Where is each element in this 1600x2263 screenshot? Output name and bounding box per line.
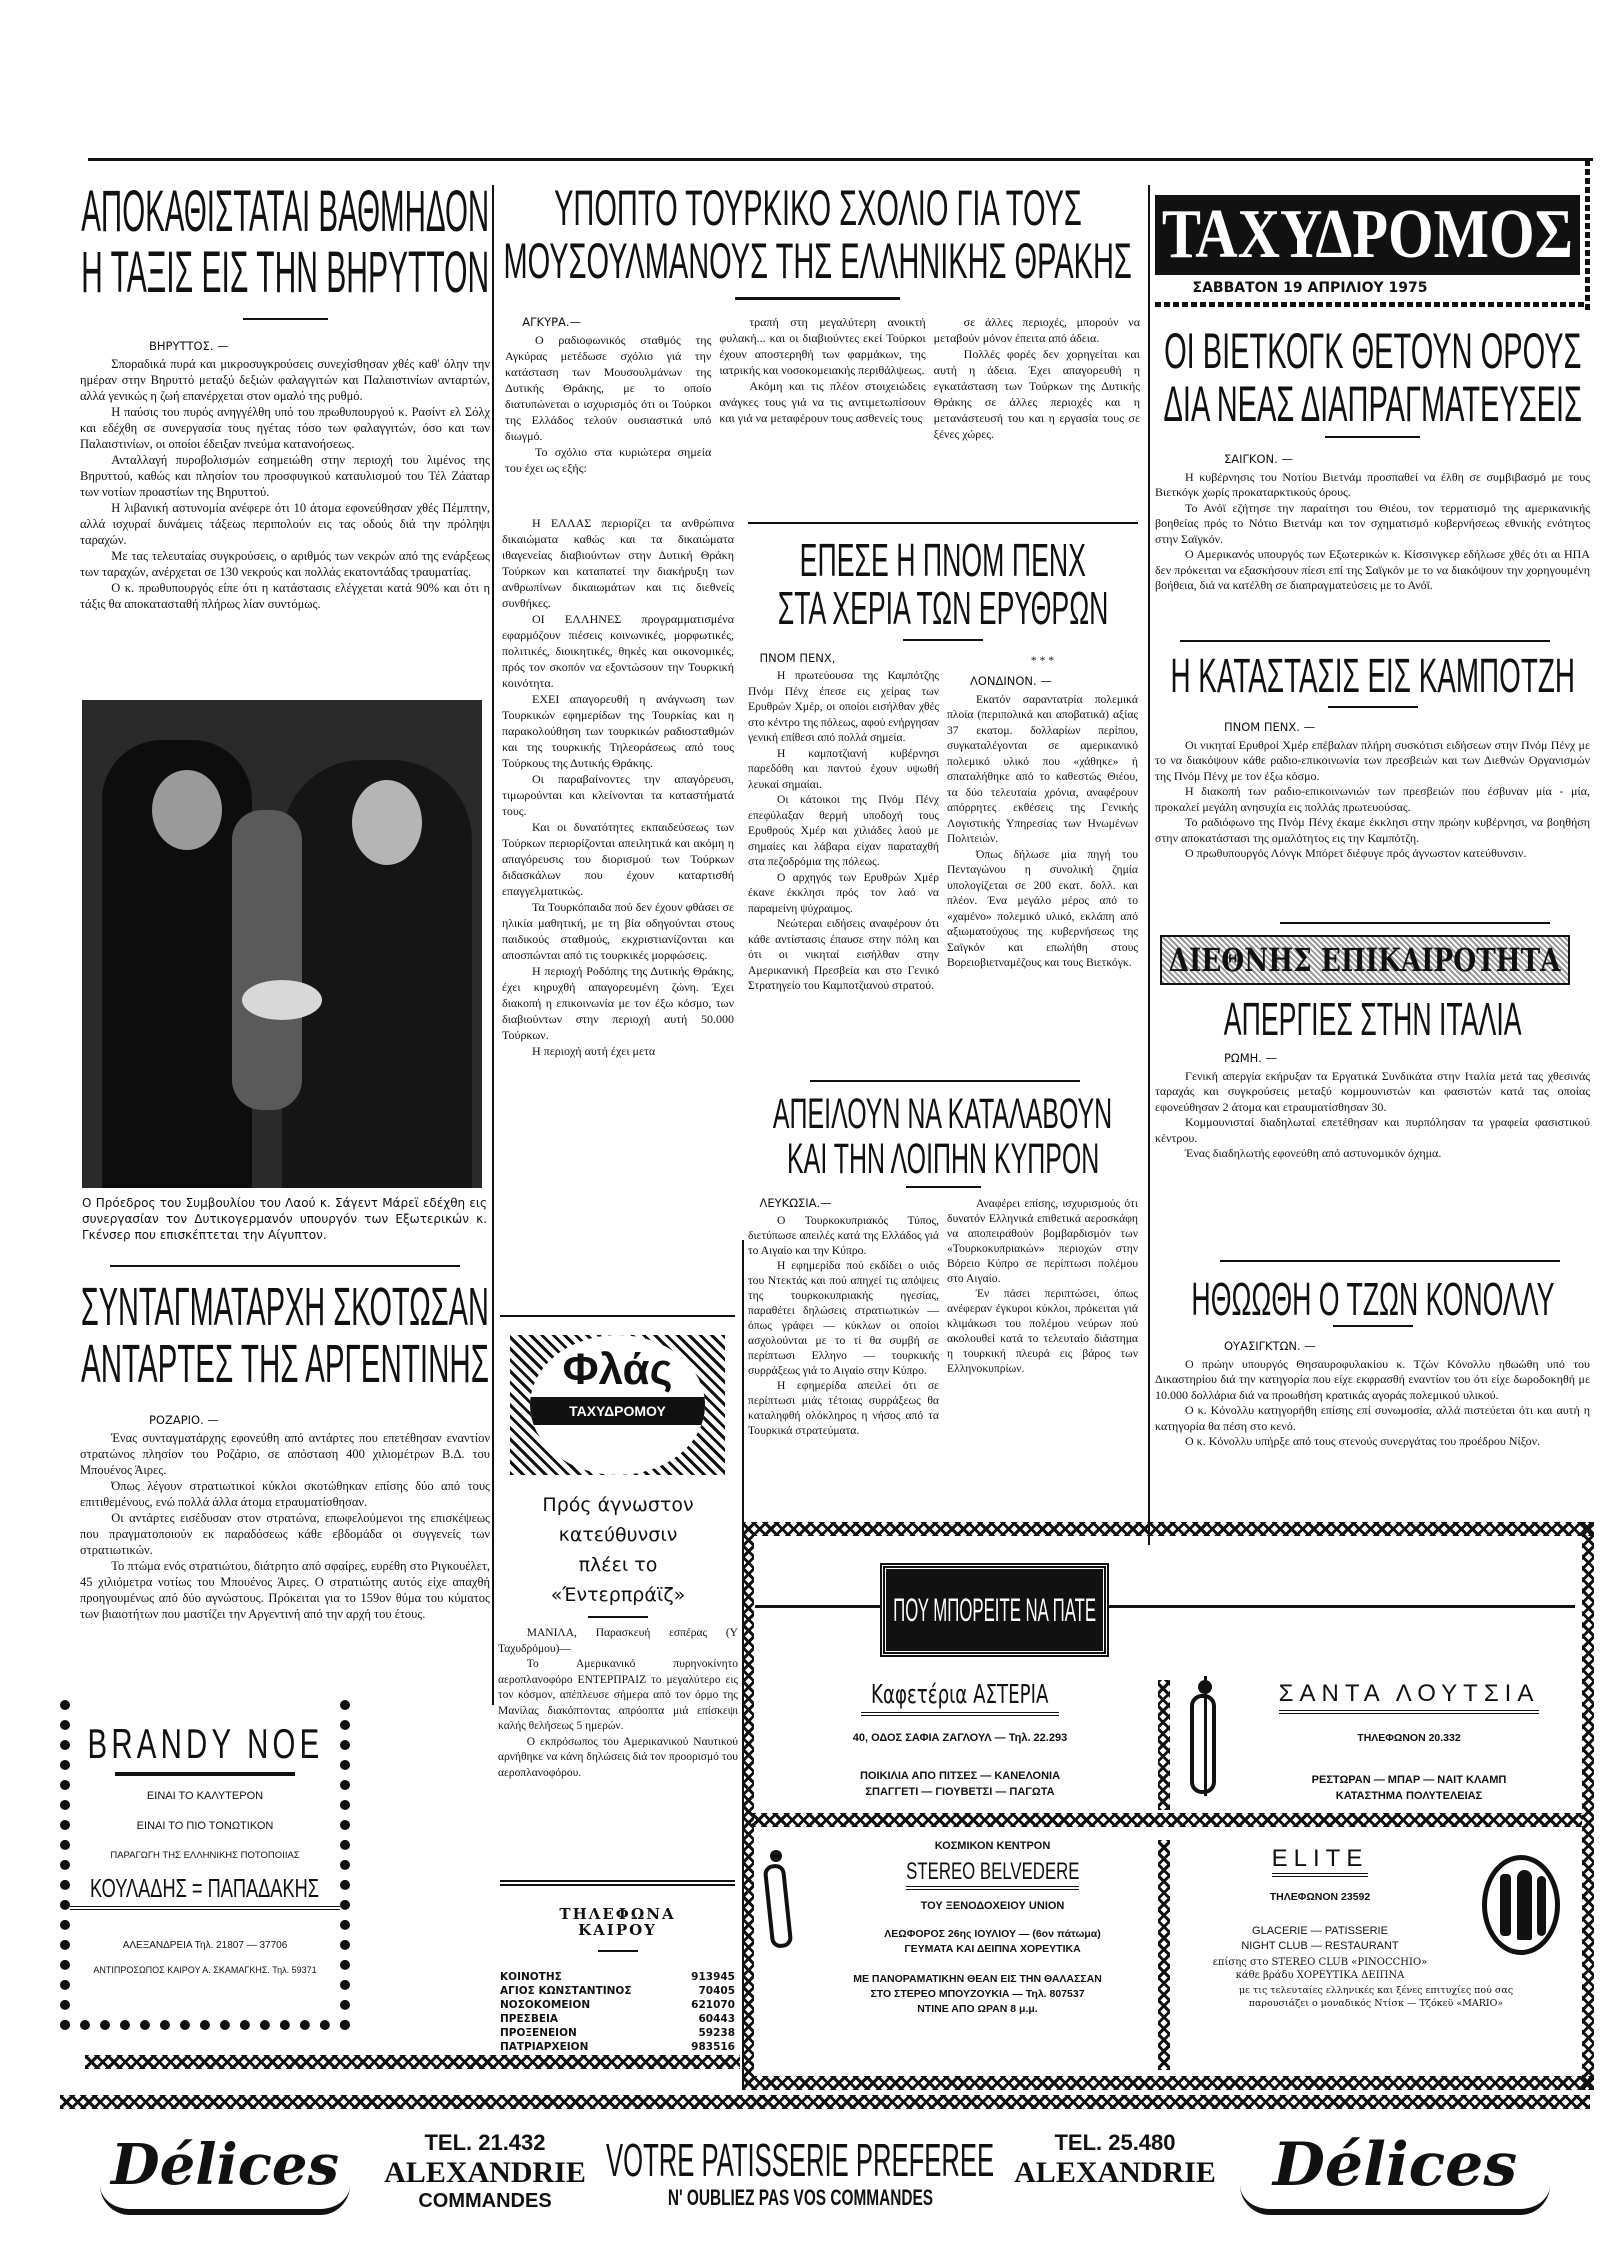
headline: [1155, 1275, 1590, 1323]
paragraph: Όπως λέγουν στρατιωτικοί κύκλοι σκοτώθηκαν επίσης δύο από τους επιτιθεμένους, ενώ πολλά άλλα άτομα ετραυματίσθησαν.: [80, 1479, 490, 1510]
phone: TEL. 21.432: [424, 2130, 546, 2155]
venue-text: κάθε βράδυ ΧΟΡΕΥΤΙΚΑ ΔΕΙΠΝΑ: [1235, 1970, 1405, 1981]
article-cyprus: [748, 1092, 1138, 1438]
headline-line: ΑΝΤΑΡΤΕΣ ΤΗΣ ΑΡΓΕΝΤΙΝΗΣ: [80, 1333, 489, 1394]
headline-line: ΑΠΕΡΓΙΕΣ ΣΤΗΝ ΙΤΑΛΙΑ: [1223, 993, 1522, 1045]
paragraph: Οι κάτοικοι της Πνόμ Πένχ επεφύλαξαν θερμή υποδοχή τους Ερυθρούς Χμέρ και χιλιάδες λαού με σημαίες και λάβαρα είχαν παραταχθή στα πεζοδρόμια της πόλεως.: [748, 793, 939, 869]
paragraphs: [748, 668, 939, 994]
dateline: ΛΟΝΔΙΝΟΝ. —: [970, 674, 1052, 689]
paragraph: Ακόμη και τις πλέον στοιχειώδεις ανάγκες τους γιά να τις αντιμετωπίσουν και γιά να μεταφέρουν τους ασθενείς τους: [719, 379, 926, 425]
paragraph: Ο κ. Κόνολλυ κατηγορήθη επίσης επί συνωμοσία, αλλά πιστεύεται ότι και αυτή η κατηγορία θα πέση στο κενό.: [1155, 1403, 1590, 1433]
paragraphs: [1155, 738, 1590, 862]
article-enterprise: [498, 1490, 738, 1781]
paragraph: Με τας τελευταίας συγκρούσεις, ο αριθμός των νεκρών από της ενάρξεως των ταραχών, ανέρχεται σε 130 νεκρούς και πολλάς εκατοντάδας τραυματίας.: [80, 548, 490, 579]
logo-subtext: ΤΑΧΥΔΡΟΜΟΥ: [530, 1397, 705, 1425]
paragraphs: [80, 356, 490, 612]
ad-text: ΕΙΝΑΙ ΤΟ ΚΑΛΥΤΕΡΟΝ: [146, 1790, 264, 1802]
zigzag-border: [742, 1522, 754, 2090]
headline: [1155, 995, 1590, 1043]
headline-line: ΜΟΥΣΟΥΛΜΑΝΟΥΣ ΤΗΣ ΕΛΛΗΝΙΚΗΣ ΘΡΑΚΗΣ: [503, 232, 1132, 289]
photo-caption: Ο Πρόεδρος του Συμβουλίου του Λαού κ. Σάγεντ Μάρεϊ εδέχθη εις συνεργασίαν τον Δυτικογερμανόν υπουργόν των Εξωτερικών κ. Γκένσερ που επισκέπτεται την Αίγυπτον.: [82, 1196, 487, 1242]
zigzag-border: [85, 2055, 740, 2069]
phones-title: ΚΑΙΡΟΥ: [578, 1921, 657, 1939]
phone-row: [500, 2026, 735, 2040]
divider: [598, 1950, 638, 1952]
phones-title: ΤΗΛΕΦΩΝΑ: [559, 1905, 676, 1923]
headline: [1155, 652, 1590, 702]
headline-line: ΣΥΝΤΑΓΜΑΤΑΡΧΗ ΣΚΟΤΩΣΑΝ: [80, 1277, 489, 1337]
paragraphs: [80, 1430, 490, 1622]
delices-logo: Délices: [100, 2125, 350, 2215]
ad-santa-lucia: [1238, 1680, 1580, 1802]
article-beirut: [80, 179, 490, 612]
paragraph: Πολλές φορές δεν χορηγείται και αυτή η άδεια. Έχει απαγορευθή η εγκατάσταση των Τούρκων της Δυτικής Θράκης σε άλλες περιοχές και η μετανάστευσή του και η εργασία τους σε ξένες χώρες.: [933, 347, 1140, 441]
where-to-go-banner: [882, 1565, 1107, 1655]
paragraph: Κομμουνισταί διαδηλωταί επετέθησαν και πυρπόλησαν τα γραφεία φασιστικού κέντρου.: [1155, 1115, 1590, 1145]
divider: [735, 297, 900, 300]
divider: [500, 1880, 735, 1886]
headline: [495, 182, 1140, 287]
headline: [80, 179, 490, 305]
paragraph: Η περιοχή Ροδόπης της Δυτικής Θράκης, έχει κηρυχθή απαγορευμένη ζώνη. Έχει διακοπή η επικοινωνία με τον έξω κόσμο, των διαβιούντων στην περιοχή αυτή 50.000 Τούρκων.: [502, 964, 734, 1042]
cairo-phones: [500, 1880, 735, 2054]
article-cambodia: [1155, 652, 1590, 862]
article-thrace: [495, 182, 1140, 476]
logo-text: Φλάς: [562, 1345, 673, 1394]
phone-row: [500, 2012, 735, 2026]
venue-name: ELITE: [1272, 1845, 1369, 1877]
dotted-rule: [1585, 160, 1590, 310]
phone-row: [500, 1984, 735, 1998]
paragraph: Ο κ. πρωθυπουργός είπε ότι η κατάστασις ελέγχεται κατά 90% και ότι η τάξις θα αποκατασταθή πλήρως λίαν συντόμως.: [80, 580, 490, 611]
dateline: ΣΑΙΓΚΟΝ. —: [1224, 452, 1293, 466]
headline-line: ΔΙΑ ΝΕΑΣ ΔΙΑΠΡΑΓΜΑΤΕΥΣΕΙΣ: [1163, 375, 1582, 432]
headline-line: Η ΚΑΤΑΣΤΑΣΙΣ ΕΙΣ ΚΑΜΠΟΤΖΗ: [1170, 650, 1575, 703]
headline: [748, 536, 1138, 633]
slogan: VOTRE PATISSERIE PREFEREE: [605, 2134, 994, 2186]
divider: [1328, 706, 1418, 708]
zigzag-border: [1158, 1840, 1170, 2070]
dancers-icon: [762, 1850, 798, 1950]
headline: [748, 1092, 1138, 1182]
headline: [498, 1490, 738, 1610]
column-divider: [492, 185, 494, 1705]
paragraph: Η εφημερίδα πού εκδίδει ο υιός του Ντεκτάς και πού απηχεί τις απόψεις της τουρκοκυπριακής ηγεσίας, παραθέτει δηλώσεις στρατιωτικών — όπως γράφει — κύκλων οι οποίοι ασχολούνται με το τί θα συμβή σε περίπτωσι Ελληνο — τουρκικής συρράξεως γιά το Αιγαίο στην Κύπρο.: [748, 1259, 939, 1378]
phone-row: [500, 1970, 735, 1984]
city: ALEXANDRIE: [1014, 2156, 1216, 2189]
phone-number: 913945: [691, 1971, 735, 1983]
phone-row: [500, 1998, 735, 2012]
city: ALEXANDRIE: [384, 2156, 586, 2189]
dateline: ΛΕΥΚΩΣΙΑ.—: [759, 1196, 832, 1211]
phone-number: 983516: [691, 2041, 735, 2053]
dateline: ΠΝΟΜ ΠΕΝΧ,: [759, 650, 836, 665]
paragraph: Ο Αμερικανός υπουργός των Εξωτερικών κ. Κίσσινγκερ εδήλωσε χθές ότι αι ΗΠΑ δεν πρόκειται να εξασκήσουν πίεσι επί της Σαϊγκόν με το να διακόψουν την χορηγουμένη βοήθεια, διά να κατέλθη σε διαπραγματεύσεις με το Ανόϊ.: [1155, 547, 1590, 592]
article-body: [1155, 1051, 1590, 1162]
ad-text: ΠΑΡΑΓΩΓΗ ΤΗΣ ΕΛΛΗΝΙΚΗΣ ΠΟΤΟΠΟΙΙΑΣ: [110, 1850, 300, 1861]
delices-contact-left: [375, 2130, 595, 2213]
zigzag-border: [742, 2076, 1592, 2090]
maker: ΚΟΥΛΑΔΗΣ = ΠΑΠΑΔΑΚΗΣ: [90, 1873, 320, 1903]
paragraph: Το σχόλιο στα κυριώτερα σημεία του έχει ως εξής:: [505, 445, 712, 475]
headline: [1155, 325, 1590, 430]
dateline: ΒΗΡΥΤΤΟΣ. —: [149, 338, 229, 353]
dateline: ΠΝΟΜ ΠΕΝΧ. —: [1224, 720, 1316, 735]
dotted-rule: [1155, 302, 1585, 307]
paragraph: Οι νικηταί Ερυθροί Χμέρ επέβαλαν πλήρη συσκότισι ειδήσεων στην Πνόμ Πένχ με το να διακόψουν κάθε ραδιο-επικοινωνία των πρεσβειών και των Διεθνών Οργανισμών της Πνόμ Πένχ με τον έξω κόσμο.: [1155, 737, 1590, 783]
paragraphs: [1155, 1069, 1590, 1162]
venue-name: STEREO BELVEDERE: [905, 1858, 1080, 1885]
paragraph: Νεώτεραι ειδήσεις αναφέρουν ότι κάθε αντίστασις έπαυσε στην πόλη και ότι οι νικηταί εισήλθαν στην Αμερικανική Πρεσβεία και στο Γενικό Στρατηγείο του Καμποτζιανού στρατού.: [748, 917, 939, 993]
paragraph: Ο εκπρόσωπος του Αμερικανικού Ναυτικού αρνήθηκε να κάνη δηλώσεις διά τον προορισμό του αεροπλανοφόρου.: [498, 1735, 738, 1779]
paragraphs: [947, 1196, 1138, 1438]
masthead-title: ΤΑΧΥΔΡΟΜΟΣ: [1161, 196, 1573, 273]
top-rule: [88, 158, 1593, 161]
venue-text: με τις τελευταίες ελληνικές και ξένες επιτυχίες πού σας: [1238, 1985, 1514, 1996]
venue-text: ΚΟΣΜΙΚΟΝ ΚΕΝΤΡΟΝ: [934, 1840, 1051, 1852]
paragraph: Οι παραβαίνοντες την απαγόρευσι, τιμωρούνται και κλείνονται τα καταστήματά τους.: [502, 772, 734, 818]
paragraph: Ο κ. Κόνολλυ υπήρξε από τους στενούς συνεργάτας του προέδρου Νίξον.: [1185, 1434, 1541, 1449]
paragraph: Η περιοχή αυτή έχει μετα: [532, 1044, 656, 1058]
article-body: [498, 1626, 738, 1781]
paragraph: Γενική απεργία εκήρυξαν τα Εργατικά Συνδικάτα στην Ιταλία μετά τας χθεσινάς ταραχάς και συγκρούσεις μεταξύ κομμουνιστών και φασιστών κατά τας οποίας εφονεύθησαν 2 άτομα και ετραυματίσθησαν 30.: [1155, 1068, 1590, 1114]
zigzag-border: [742, 1522, 1592, 1536]
paragraphs: [1155, 1357, 1590, 1450]
article-body: [748, 1196, 1138, 1438]
dateline: ΑΓΚΥΡΑ.—: [522, 315, 582, 329]
ad-stereo-belvedere: [805, 1840, 1150, 2015]
venue-text: ΡΕΣΤΩΡΑΝ — ΜΠΑΡ — ΝΑΙΤ ΚΛΑΜΠ: [1311, 1774, 1507, 1786]
paragraphs: [498, 1657, 738, 1781]
phone: TEL. 25.480: [1054, 2130, 1176, 2155]
ad-text: ΕΙΝΑΙ ΤΟ ΠΙΟ ΤΟΝΩΤΙΚΟΝ: [136, 1820, 274, 1832]
article-body: [1155, 452, 1590, 594]
divider: [1180, 640, 1550, 642]
headline-line: Πρός άγνωστον: [542, 1494, 694, 1516]
paragraph: Το πτώμα ενός στρατιώτου, διάτρητο από σφαίρες, ευρέθη στο Ριγκουέλετ, 45 χιλιόμετρα νοτίως του Μπουένος Άιρες. Ο στρατιώτης αυτός είχε απαχθή προηγουμένως από δύο αγνώστους. Πρόκειται για το 159ον θύμα του κύματος των βιαιοτήτων που μαστίζει την Αργεντινή από την αρχή του έτους.: [80, 1559, 490, 1622]
venue-phone: ΤΗΛΕΦΩΝΟΝ 23592: [1269, 1891, 1371, 1903]
zigzag-border: [752, 1813, 1582, 1827]
venue-text: ΠΟΙΚΙΛΙΑ ΑΠΟ ΠΙΤΣΕΣ — ΚΑΝΕΛΟΝΙΑ: [859, 1770, 1061, 1782]
divider: [903, 639, 983, 641]
paragraph: Ένας συνταγματάρχης εφονεύθη από αντάρτες που επετέθησαν εναντίον στρατώνος πλησίον του Ροζάριο, σε απόσταση 400 χιλιομέτρων Β.Δ. του Μπουένος Άιρες.: [80, 1431, 490, 1478]
banner-text: ΠΟΥ ΜΠΟΡΕΙΤΕ ΝΑ ΠΑΤΕ: [893, 1592, 1096, 1628]
phone-row: [500, 2040, 735, 2054]
article-vietcong: [1155, 325, 1590, 594]
dateline: ΜΑΝΙΛΑ, Παρασκευή εσπέρας (Υ Ταχυδρόμου)—: [498, 1627, 738, 1655]
divider: [748, 522, 1138, 524]
article-italy: [1155, 995, 1590, 1162]
ad-asteria: [770, 1680, 1150, 1798]
paragraph: τραπή στη μεγαλύτερη ανοικτή φυλακή... και οι διαβιούντες εκεί Τούρκοι έχουν αποστερηθή των φαρμάκων, της ιατρικής και νοσοκομειακής περιθάλψεως.: [719, 315, 926, 377]
ad-agent: ΑΝΤΙΠΡΟΣΩΠΟΣ ΚΑΙΡΟΥ Α. ΣΚΑΜΑΓΚΗΣ. Τηλ. 59371: [93, 1965, 317, 1975]
divider: [1280, 922, 1550, 924]
venue-name: Καφετέρια ΑΣΤΕΡΙΑ: [871, 1680, 1049, 1710]
paragraph: Το ραδιόφωνο της Πνόμ Πένχ έκαμε έκκλησι στην πρώην κυβέρνησι, να βοηθήση στην αποκατάστασι της ομαλότητος εις την Καμπότζη.: [1155, 815, 1590, 845]
thrace-continued: [502, 515, 734, 1059]
article-connally: [1155, 1275, 1590, 1450]
zigzag-border: [60, 2095, 1590, 2109]
news-photo: [82, 700, 482, 1188]
headline: [80, 1279, 490, 1392]
headline-line: κατεύθυνσιν: [558, 1524, 678, 1546]
phone-label: ΠΡΕΣΒΕΙΑ: [500, 2013, 559, 2025]
headline-line: ΣΤΑ ΧΕΡΙΑ ΤΩΝ ΕΡΥΘΡΩΝ: [777, 582, 1109, 635]
separator-stars: * * *: [1030, 653, 1055, 667]
flash-logo: [510, 1335, 725, 1475]
paragraph: Ένας διαδηλωτής εφονεύθη από αστυνομικόν όχημα.: [1185, 1146, 1442, 1161]
divider: [1325, 436, 1420, 438]
paragraph: Η ΕΛΛΑΣ περιορίζει τα ανθρώπινα δικαιώματα καθώς και τα δικαιώματα ιθαγενείας διαβιούντων στην Δυτική Θράκη Τούρκων και καταπατεί την διακήρυξη των ανθρωπίνων δικαιωμάτων και τις διεθνείς συνθήκες.: [502, 516, 734, 610]
divider: [810, 1080, 1080, 1082]
paragraph: Εκατόν σαραντατρία πολεμικά πλοία (περιπολικά και αποβατικά) αξίας 37 εκατομ. δολλαρίων περίπου, συγκαταλέγονται σε αμερικανικό πολεμικό υλικό που «χάθηκε» ή σπαταλήθηκε από το καθεστώς Θιέου, τα δύο τελευταία χρόνια, αναφέρουν απόρρητες εκθέσεις της Γενικής Λογιστικής Υπηρεσίας των Ηνωμένων Πολιτειών.: [947, 692, 1138, 846]
zigzag-border: [1582, 1522, 1594, 2090]
headline-line: ΟΙ ΒΙΕΤΚΟΓΚ ΘΕΤΟΥΝ ΟΡΟΥΣ: [1163, 323, 1582, 379]
paragraph: Τα Τουρκόπαιδα πού δεν έχουν φθάσει σε ηλικία μαθητική, με τη βία οδηγούνται στους παιδικούς σταθμούς, εκχριστιανίζονται και αποσπώνται από τις τουρκικές μορφώσεις.: [502, 900, 734, 962]
paragraph: Η εφημερίδα απειλεί ότι σε περίπτωσι μιάς τέτοιας συρράξεως θα καταληφθή ολόκληρος η νήσος από τα Τουρκικά στρατεύματα.: [748, 1379, 939, 1438]
ad-brandy-content: [70, 1720, 340, 1975]
venue-phone: ΤΗΛΕΦΩΝΟΝ 20.332: [1357, 1732, 1461, 1744]
paragraphs: [748, 1213, 939, 1438]
paragraph: ΟΙ ΕΛΛΗΝΕΣ προγραμματισμένα εφαρμόζουν πιέσεις κοινωνικές, μορφωτικές, πολιτικές, διοικητικές, θηκές και οικονομικές, πρός τον σκοπόν να εξοντώσουν την Τουρκική κοινότητα.: [502, 612, 734, 690]
zigzag-border: [1158, 1680, 1170, 1810]
headline-line: ΑΠΟΚΑΘΙΣΤΑΤΑΙ ΒΑΘΜΗΔΟΝ: [81, 179, 489, 244]
venue-text: ΜΕ ΠΑΝΟΡΑΜΑΤΙΚΗΝ ΘΕΑΝ ΕΙΣ ΤΗΝ ΘΑΛΑΣΣΑΝ: [853, 1973, 1102, 1985]
section-banner: [1160, 935, 1570, 985]
phone-number: 621070: [691, 1999, 735, 2011]
headline-line: ΥΠΟΠΤΟ ΤΟΥΡΚΙΚΟ ΣΧΟΛΙΟ ΓΙΑ ΤΟΥΣ: [553, 180, 1082, 236]
paragraph: Αναφέρει επίσης, ισχυρισμούς ότι δυνατόν Ελληνικά επιθετικά αεροσκάφη να αποπειραθούν βομβαρδισμόν των «Τουρκοκυπριακών» περιοχών στην Βόρειο Κύπρο σε περίπτωσι πολέμου στο Αιγαίο.: [947, 1197, 1138, 1286]
phone-label: ΠΑΤΡΙΑΡΧΕΙΟΝ: [500, 2041, 589, 2053]
headline-line: ΑΠΕΙΛΟΥΝ ΝΑ ΚΑΤΑΛΑΒΟΥΝ: [773, 1090, 1113, 1138]
headline-line: Η ΤΑΞΙΣ ΕΙΣ ΤΗΝ ΒΗΡΥΤΤΟΝ: [80, 239, 489, 305]
brand-name: BRANDY NOE: [87, 1720, 323, 1767]
paragraph: Η λιβανική αστυνομία ανέφερε ότι 10 άτομα εφονεύθησαν χθές Πέμπτην, αλλά ισχυραί δυνάμεις τάξεως περιπολούν εις τας οδούς διά την πρόληψι ταραχών.: [80, 500, 490, 547]
paragraph: Ο ραδιοφωνικός σταθμός της Αγκύρας μετέδωσε σχόλιο γιά την κατάσταση των Μουσουλμάνων της Δυτικής Θράκης, με το οποίο διατυπώνεται ο ισχυρισμός ότι οι Τούρκοι της Ελλάδος τελούν ουσιαστικά υπό διωγμό.: [505, 333, 712, 443]
divider: [1220, 1260, 1560, 1262]
delices-logo: Délices: [1240, 2125, 1550, 2215]
paragraph: Η καμποτζιανή κυβέρνησι παρεδόθη και παντού έχουν υψωθή λευκαί σημαίαι.: [748, 746, 939, 791]
paragraph: Ο πρώην υπουργός Θησαυροφυλακίου κ. Τζών Κόνολλυ ηθωώθη υπό του Δικαστηρίου διά την κατηγορία που είχε εκφρασθή εναντίον του ότι είχε δωροδοκηθή με 10.000 δολλάρια διά να προωθήση κρατικάς αγοράς πολεμικού υλικού.: [1155, 1356, 1590, 1402]
paragraph: Και οι δυνατότητες εκπαιδεύσεως των Τούρκων περιορίζονται απειλητικά και ακόμη η απαγόρευσις του διορισμού των Τούρκων διδασκάλων που έχουν καταρτισθή επαγγελματικώς.: [502, 820, 734, 898]
section-label: ΔΙΕΘΝΗΣ ΕΠΙΚΑΙΡΟΤΗΤΑ: [1169, 941, 1561, 979]
phone-label: ΝΟΣΟΚΟΜΕΙΟΝ: [500, 1999, 591, 2011]
phone-number: 60443: [698, 2013, 735, 2025]
paragraph: Ο Τουρκοκυπριακός Τύπος, διετύπωσε απειλές κατά της Ελλάδος γιά το Αιγαίο και την Κύπρο.: [748, 1214, 939, 1258]
article-body: [495, 314, 1140, 476]
masthead-date: ΣΑΒΒΑΤΟΝ 19 ΑΠΡΙΛΙΟΥ 1975: [1192, 280, 1428, 296]
divider: [243, 318, 328, 320]
paragraph: Το Ανόϊ εζήτησε την παραίτησι του Θιέου, τον τερματισμό της αμερικανικής βοηθείας πρός το Νότιο Βιετνάμ και τον σχηματισμό κυβερνήσεως εθνικής ενότητος στην Σαϊγκόν.: [1155, 500, 1590, 546]
phone-number: 59238: [698, 2027, 735, 2039]
paragraph: Η πρωτεύουσα της Καμπότζης Πνόμ Πένχ έπεσε εις χείρας των Ερυθρών Χμέρ, οι οποίοι εισήλθαν χθές στο κέντρο της πόλεως, αφού ενήργησαν γενική επίθεσι από πολλά σημεία.: [748, 669, 939, 745]
article-body: [748, 651, 1138, 994]
venue-address: ΛΕΩΦΟΡΟΣ 26ης ΙΟΥΛΙΟΥ — (6ον πάτωμα): [884, 1928, 1101, 1940]
headline-line: ΚΑΙ ΤΗΝ ΛΟΙΠΗΝ ΚΥΠΡΟΝ: [786, 1135, 1100, 1184]
paragraph: Η κυβέρνησις του Νοτίου Βιετνάμ προσπαθεί να έλθη σε συμβιβασμό με τους Βιετκόγκ χωρίς προκαταρκτικούς όρους.: [1155, 469, 1590, 499]
delices-contact-right: [1005, 2130, 1225, 2190]
article-body: [80, 338, 490, 612]
divider: [1333, 1325, 1413, 1327]
article-body: [80, 1412, 490, 1622]
delices-slogan: [605, 2135, 995, 2211]
paragraph: Ο αρχηγός των Ερυθρών Χμέρ έκανε έκκλησι πρός τον λαό να παραμείνη ψύχραιμος.: [748, 870, 939, 915]
paragraphs: [934, 314, 1140, 476]
phone-label: ΠΡΟΞΕΝΕΙΟΝ: [500, 2027, 577, 2039]
phones-list: [500, 1970, 735, 2054]
dateline: ΟΥΑΣΙΓΚΤΩΝ. —: [1224, 1339, 1316, 1354]
paragraph: Το Αμερικανικό πυρηνοκίνητο αεροπλανοφόρο ΕΝΤΕΡΠΡΑΙΖ το μεγαλύτερο εις τον κόσμον, απέπλευσε σήμερα από τον όρμο της Μανίλας διακόπτοντας απρόοπτα μιά επίσκεψι καλής θελήσεως 5 ημερών.: [498, 1658, 738, 1732]
paragraph: Η διακοπή των ραδιο-επικοινωνιών των πρεσβειών που έσβυναν μία - μία, προκαλεί μεγάλη ανησυχία εις πολλάς πρωτευούσας.: [1155, 784, 1590, 814]
divider: [588, 1616, 648, 1618]
cutlery-icon: [1482, 1855, 1560, 1955]
venue-text: ΤΟΥ ΞΕΝΟΔΟΧΕΙΟΥ UNION: [920, 1900, 1065, 1912]
orders-label: COMMANDES: [418, 2190, 552, 2212]
paragraph: σε άλλες περιοχές, μπορούν να μεταβούν μόνον έπειτα από άδεια.: [933, 315, 1140, 345]
paragraph: Η παύσις του πυρός ανηγγέλθη υπό του πρωθυπουργού κ. Ρασίντ ελ Σόλχ και εδέχθη σε συνεργασία τους ηγέτας τόσο των φαλαγγιτών, όσο και των Παλαιστινίων, οι οποίοι έδειξαν πνεύμα κατανοήσεως.: [80, 404, 490, 451]
venue-text: ΝΤΙΝΕ ΑΠΟ ΩΡΑΝ 8 μ.μ.: [917, 2003, 1038, 2015]
headline-line: πλέει το: [578, 1554, 658, 1576]
dateline: ΡΟΖΑΡΙΟ. —: [149, 1413, 219, 1428]
paragraph: Σποραδικά πυρά και μικροσυγκρούσεις συνεχίσθησαν χθές καθ' όλην την ημέραν στην Βηρυττό μεταξύ δεξιών φαλαγγιτών και Παλαιστινίων ανταρτών, αλλά γενικώς η ζωή επανέρχεται στον ομαλό της ρυθμό.: [80, 356, 490, 403]
paragraph: Έν πάσει περιπτώσει, όπως ανέφεραν έγκυροι κύκλοι, πρόκειται γιά κλιμάκωσι του πολέμου νεύρων πού ακολουθεί κατά το τελευταίο διάστημα η τουρκική πλευρά εις βάρος των Ελληνοκυπρίων.: [947, 1287, 1138, 1376]
headline-line: ΗΘΩΩΘΗ Ο ΤΖΩΝ ΚΟΝΟΛΛΥ: [1191, 1273, 1554, 1325]
paragraph: Οι αντάρτες εισέδυσαν στον στρατώνα, επωφελούμενοι της επισκέψεως που πραγματοποιούν εκ παραδόσεως κάθε εβδομάδα οι συγγενείς των στρατιωτικών.: [80, 1511, 490, 1558]
divider: [906, 1186, 981, 1188]
phone-label: ΑΓΙΟΣ ΚΩΝΣΤΑΝΤΙΝΟΣ: [500, 1985, 632, 1997]
phone-number: 70405: [698, 1985, 735, 1997]
column-divider: [1148, 185, 1150, 1545]
divider: [755, 1605, 1575, 1608]
article-body: [1155, 720, 1590, 862]
divider: [110, 1265, 460, 1267]
paragraph: Όπως δήλωσε μία πηγή του Πενταγώνου η συνολική ζημία υπολογίζεται σε 200 εκατ. δολλ. και πλέον. Ένα μεγάλο μέρος από το «χαμένο» πολεμικό υλικό, εκλάπη από αξιωματούχους της κυβερνήσεως της Σαϊγκόν και επωλήθη στους Βορειοβιετναμέζους και τους Βιετκόγκ.: [947, 847, 1138, 970]
venue-text: ΓΕΥΜΑΤΑ ΚΑΙ ΔΕΙΠΝΑ ΧΟΡΕΥΤΙΚΑ: [904, 1943, 1081, 1955]
paragraph: ΕΧΕΙ απαγορευθή η ανάγνωση των Τουρκικών εφημερίδων της Τουρκίας και η παρακολούθηση των τουρκικών ραδιοσταθμών και της τουρκικής Τηλεοράσεως από τους Τούρκους της Δυτικής Θράκης.: [502, 692, 734, 770]
venue-text: επίσης στο STEREO CLUB «PINOCCHIO»: [1212, 1957, 1428, 1968]
venue-name: ΣΑΝΤΑ ΛΟΥΤΣΙΑ: [1279, 1680, 1540, 1714]
venue-address: 40, ΟΔΟΣ ΣΑΦΙΑ ΖΑΓΛΟΥΛ — Τηλ. 22.293: [852, 1732, 1068, 1744]
paragraphs: [1155, 470, 1590, 594]
headline-line: ΕΠΕΣΕ Η ΠΝΟΜ ΠΕΝΧ: [799, 534, 1087, 586]
paragraphs: [947, 692, 1138, 971]
venue-text: NIGHT CLUB — RESTAURANT: [1241, 1940, 1399, 1952]
musician-icon: [1180, 1680, 1230, 1800]
masthead: [1155, 195, 1580, 275]
venue-text: GLACERIE — PATISSERIE: [1252, 1925, 1388, 1937]
dateline: ΡΩΜΗ. —: [1224, 1051, 1278, 1066]
paragraphs: [719, 314, 925, 476]
venue-text: ΚΑΤΑΣΤΗΜΑ ΠΟΛΥΤΕΛΕΙΑΣ: [1335, 1790, 1483, 1802]
slogan-sub: N' OUBLIEZ PAS VOS COMMANDES: [667, 2185, 933, 2210]
phone-label: ΚΟΙΝΟΤΗΣ: [500, 1971, 562, 1983]
article-body: [1155, 1339, 1590, 1450]
headline-line: «Έντερπράϊζ»: [550, 1584, 686, 1606]
paragraph: Ανταλλαγή πυροβολισμών εσημειώθη στην περιοχή του λιμένος της Βηρυττού, καθώς και πλησίον του προσφυγικού καταυλισμού του Τέλ Ζάαταρ των νοτίων προαστίων της Βηρυττού.: [80, 452, 490, 499]
venue-phone: ΣΤΟ ΣΤΕΡΕΟ ΜΠΟΥΖΟΥΚΙΑ — Τηλ. 807537: [870, 1988, 1085, 2000]
divider: [115, 1772, 295, 1776]
divider: [500, 1315, 735, 1317]
venue-text: ΣΠΑΓΓΕΤΙ — ΓΙΟΥΒΕΤΣΙ — ΠΑΓΩΤΑ: [865, 1786, 1055, 1798]
paragraphs: [505, 332, 711, 476]
paragraph: Ο πρωθυπουργός Λόνγκ Μπόρετ διέφυγε πρός άγνωστον κατεύθυνσιν.: [1185, 846, 1527, 861]
article-phnom-penh: [748, 536, 1138, 994]
venue-text: παρουσιάζει ο μοναδικός Ντίσκ — Τζόκεϋ «MARIO»: [1248, 1998, 1504, 2009]
article-argentina: [80, 1265, 490, 1622]
ad-phone: ΑΛΕΞΑΝΔΡΕΙΑ Τηλ. 21807 — 37706: [122, 1940, 288, 1951]
